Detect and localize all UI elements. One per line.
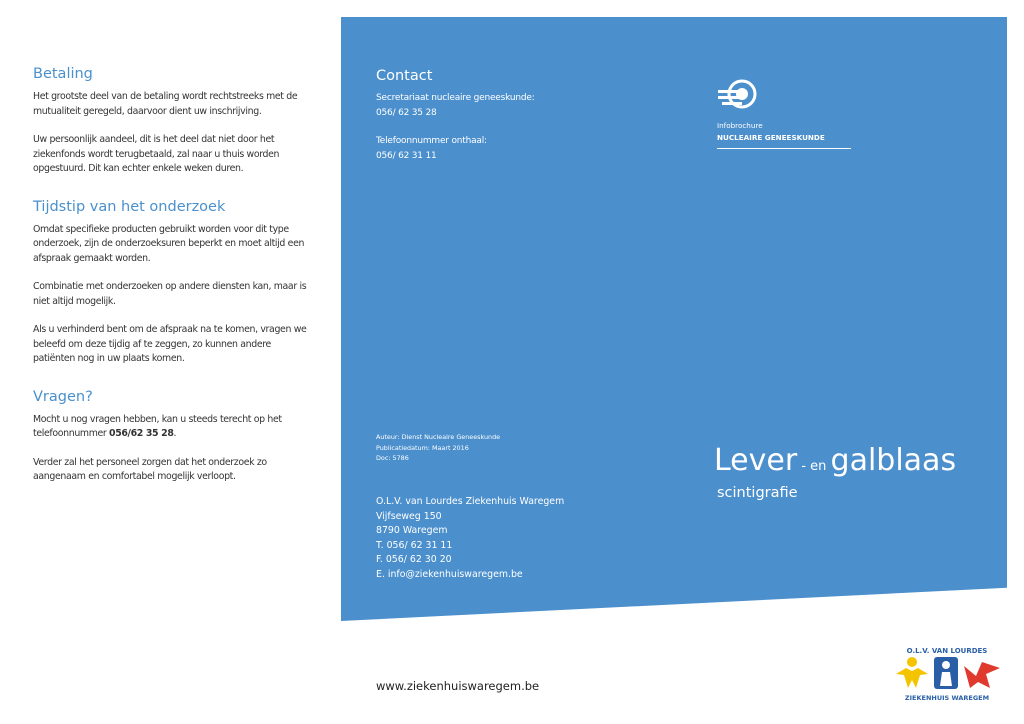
meta-date: Publicatiedatum: Maart 2016	[376, 443, 469, 452]
title-part: Lever	[714, 443, 798, 478]
website-link[interactable]: www.ziekenhuiswaregem.be	[376, 679, 540, 693]
title-part: galblaas	[830, 443, 957, 478]
meta-doc: Doc: 5786	[376, 454, 409, 462]
section-vragen	[33, 389, 308, 485]
figure-blue-icon	[934, 657, 958, 689]
text: .	[173, 428, 177, 439]
title-connector: - en	[797, 459, 831, 474]
left-column	[33, 66, 308, 507]
meta-author: Auteur: Dienst Nucleaire Geneeskunde	[376, 433, 501, 441]
contact-line: Secretariaat nucleaire geneeskunde:	[376, 93, 535, 103]
paragraph: Als u verhinderd bent om de afspraak na te komen, vragen we beleefd om deze tijdig af te zeggen, zo kunnen andere patiënten nog in uw plaats komen.	[33, 324, 307, 364]
logo-bottom-text: ZIEKENHUIS WAREGEM	[904, 694, 990, 702]
section-betaling	[33, 66, 308, 177]
paragraph: Het grootste deel van de betaling wordt rechtstreeks met de mutualiteit geregeld, daarvoor dient uw inschrijving.	[33, 91, 298, 117]
document-meta	[376, 432, 500, 464]
paragraph: Verder zal het personeel zorgen dat het onderzoek zo aangenaam en comfortabel mogelijk verloopt.	[33, 456, 267, 482]
paragraph: Combinatie met onderzoeken op andere diensten kan, maar is niet altijd mogelijk.	[33, 281, 307, 307]
contact-phone: 056/ 62 35 28	[376, 107, 437, 118]
address-tel: T. 056/ 62 31 11	[376, 539, 453, 551]
contact-line: Telefoonnummer onthaal:	[376, 136, 487, 146]
contact-block	[376, 68, 535, 163]
department-text: NUCLEAIRE GENEESKUNDE	[717, 133, 825, 142]
address-street: Vijfseweg 150	[376, 510, 442, 522]
divider	[717, 148, 851, 149]
section-tijdstip	[33, 199, 308, 367]
contact-heading: Contact	[376, 68, 433, 84]
address-name: O.L.V. van Lourdes Ziekenhuis Waregem	[376, 496, 565, 507]
phone-number: 056/62 35 28	[109, 428, 174, 439]
contact-phone: 056/ 62 31 11	[376, 150, 437, 161]
heading-betaling: Betaling	[33, 66, 93, 82]
infobrochure-text: Infobrochure	[717, 121, 763, 130]
bird-red-icon	[964, 662, 1000, 688]
paragraph	[33, 413, 308, 442]
figure-yellow-icon	[896, 657, 928, 688]
address-fax: F. 056/ 62 30 20	[376, 554, 452, 566]
address-email[interactable]: E. info@ziekenhuiswaregem.be	[376, 568, 523, 580]
address-city: 8790 Waregem	[376, 525, 448, 537]
paragraph: Omdat specifieke producten gebruikt worden voor dit type onderzoek, zijn de onderzoeksuren beperkt en moet altijd een afspraak gemaakt worden.	[33, 223, 305, 264]
logo-top-text: O.L.V. VAN LOURDES	[906, 647, 988, 655]
heading-vragen: Vragen?	[33, 388, 93, 405]
address-block	[376, 495, 564, 583]
paragraph: Uw persoonlijk aandeel, dit is het deel dat niet door het ziekenfonds wordt terugbetaald, zal naar u thuis worden opgestuurd. Dit kan echter enkele weken duren.	[33, 134, 280, 174]
cover-title	[714, 443, 956, 478]
hospital-logo	[890, 644, 1005, 702]
text: Mocht u nog vragen hebben, kan u steeds terecht op het telefoonnummer	[33, 413, 282, 439]
cover-subtitle: scintigrafie	[717, 485, 798, 501]
heading-tijdstip: Tijdstip van het onderzoek	[33, 198, 226, 215]
scanner-icon	[716, 77, 758, 117]
infobrochure-label	[717, 120, 825, 144]
